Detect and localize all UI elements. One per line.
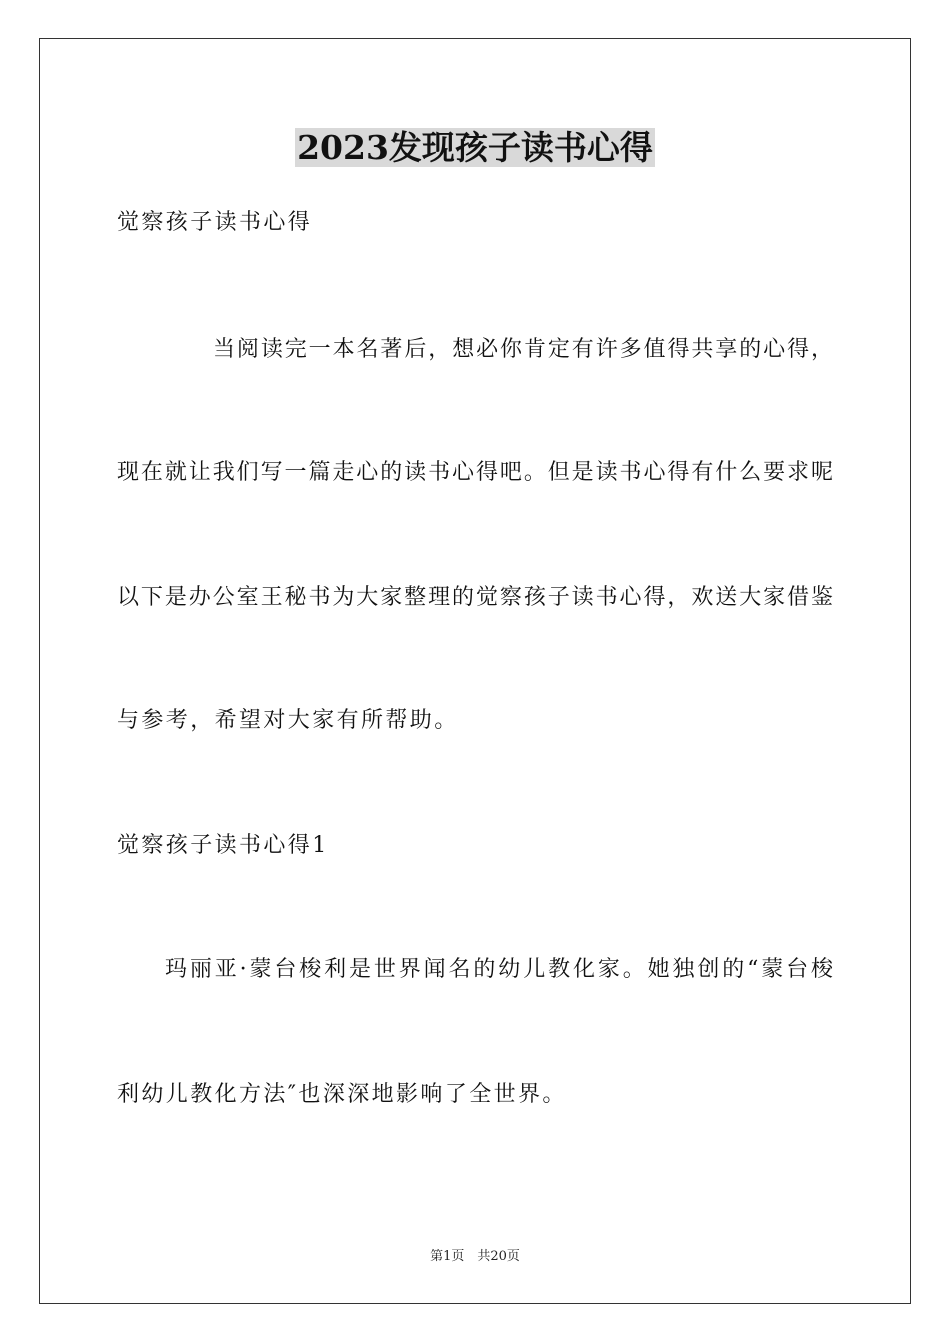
paragraph-1-line-4: 与参考，希望对大家有所帮助。 xyxy=(117,708,459,733)
page-footer: 第1页 共20页 xyxy=(430,1249,520,1264)
paragraph-1-line-3: 以下是办公室王秘书为大家整理的觉察孩子读书心得，欢送大家借鉴 xyxy=(117,585,833,610)
subtitle: 觉察孩子读书心得 xyxy=(117,210,313,235)
paragraph-2-line-2: 利幼儿教化方法″也深深地影响了全世界。 xyxy=(117,1082,567,1107)
paragraph-1-line-1: 当阅读完一本名著后，想必你肯定有许多值得共享的心得， xyxy=(213,337,833,362)
paragraph-2-line-1: 玛丽亚·蒙台梭利是世界闻名的幼儿教化家。她独创的“蒙台梭 xyxy=(165,957,833,982)
paragraph-1-line-2: 现在就让我们写一篇走心的读书心得吧。但是读书心得有什么要求呢 xyxy=(117,460,833,485)
document-title-text: 2023发现孩子读书心得 xyxy=(297,128,653,167)
section-heading-1: 觉察孩子读书心得1 xyxy=(117,833,329,858)
document-title xyxy=(0,128,950,168)
